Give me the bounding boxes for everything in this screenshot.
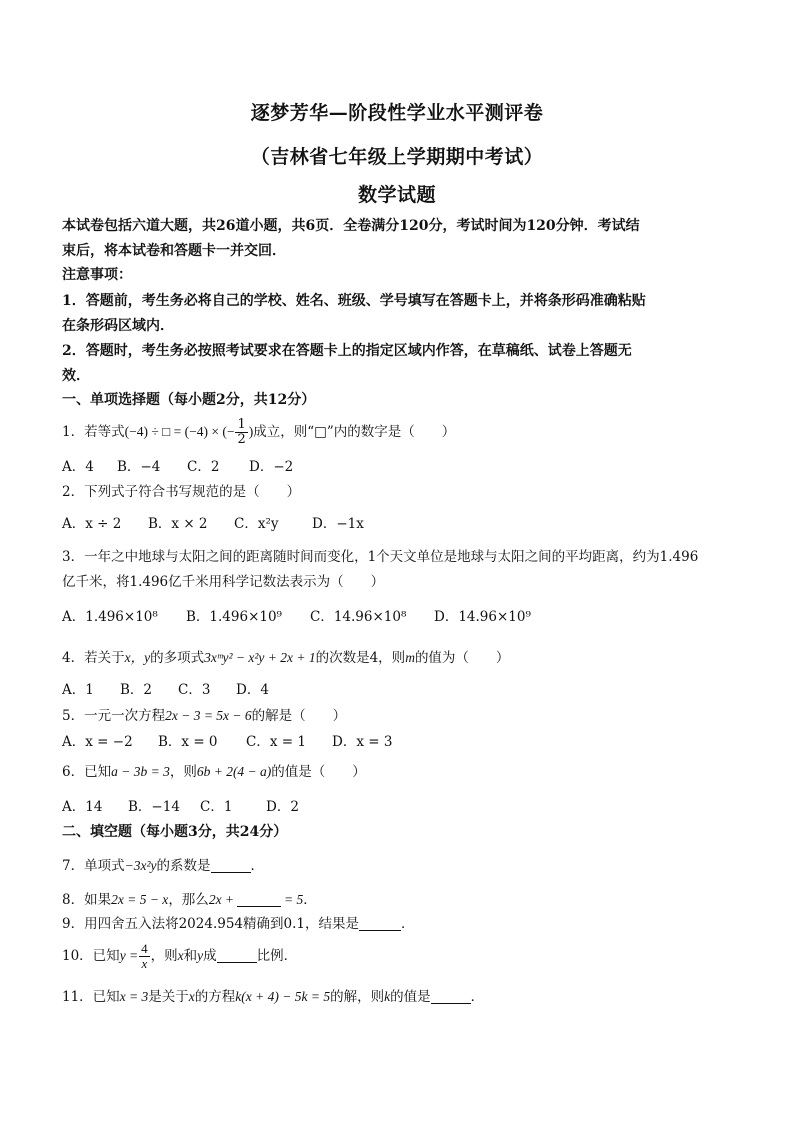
q4-options: [62, 680, 742, 700]
section-2-title: 二、填空题（每小题3分，共24分）: [62, 824, 288, 840]
q1-prefix: 1．若等式: [62, 424, 125, 440]
q2-option-c[interactable]: C．x²y: [234, 516, 279, 532]
section-1-title: 一、单项选择题（每小题2分，共12分）: [62, 392, 316, 408]
q9-answer-blank[interactable]: [359, 916, 401, 931]
q10-fraction: [139, 942, 150, 971]
q10-lhs: y =: [119, 948, 139, 963]
q11-mid-3: 的解，则: [330, 989, 385, 1005]
q8-prefix: 8．如果: [62, 892, 112, 908]
q6-prefix: 6．已知: [62, 764, 112, 780]
q6-option-d[interactable]: D．2: [266, 799, 299, 815]
subject-title: 数学试题: [357, 184, 436, 206]
q11-period: ．: [470, 989, 485, 1005]
question-4: [62, 648, 742, 668]
q5-option-a[interactable]: A．x = −2: [62, 734, 133, 750]
q2-option-a[interactable]: A．x ÷ 2: [62, 516, 122, 532]
q6-option-c[interactable]: C．1: [200, 799, 233, 815]
q8-end: ．: [303, 892, 317, 908]
q5-option-c[interactable]: C．x = 1: [246, 734, 306, 750]
q4-option-c[interactable]: C．3: [178, 682, 211, 698]
q5-suffix: 的解是（ ）: [251, 708, 347, 724]
q8-equation-2: 2x +: [208, 892, 235, 907]
q9-text: 9．用四舍五入法将2024.954精确到0.1，结果是: [62, 916, 359, 932]
q1-option-a[interactable]: A．4: [62, 459, 94, 475]
q6-expression: 6b + 2(4 − a): [196, 764, 272, 779]
q1-fraction: [235, 418, 247, 447]
q4-option-a[interactable]: A．1: [62, 682, 94, 698]
q10-fraction-numerator: 4: [141, 941, 148, 956]
q3-option-b[interactable]: B．1.496×10⁹: [186, 609, 282, 625]
q1-expression-a: (−4) ÷ □ = (−4) × (−: [124, 424, 235, 439]
q7-answer-blank[interactable]: [211, 858, 251, 873]
q6-suffix: 的值是（ ）: [271, 764, 366, 780]
q11-mid-2: 的方程: [194, 989, 236, 1005]
q4-mid: 的多项式: [150, 650, 205, 666]
exam-title: 逐梦芳华—阶段性学业水平测评卷: [250, 102, 544, 124]
q5-options: [62, 732, 742, 752]
question-8: [62, 890, 742, 910]
q7-prefix: 7．单项式: [62, 858, 125, 874]
q7-suffix: 的系数是: [156, 858, 211, 874]
q10-variable-x: x: [177, 948, 184, 963]
q8-mid: ，那么: [168, 892, 209, 908]
q11-equation: k(x + 4) − 5k = 5: [235, 989, 331, 1004]
q2-option-b[interactable]: B．x × 2: [148, 516, 208, 532]
q10-prefix: 10．已知: [62, 948, 120, 964]
q1-suffix: 成立，则“□”内的数字是（ ）: [253, 424, 456, 440]
q10-suffix: 成: [203, 948, 217, 964]
q6-given: a − 3b = 3: [111, 764, 170, 779]
q6-options: [62, 797, 742, 817]
question-9: [62, 914, 742, 934]
q4-variable-m: m: [405, 650, 415, 665]
q5-prefix: 5．一元一次方程: [62, 708, 166, 724]
q5-option-b[interactable]: B．x = 0: [158, 734, 218, 750]
note-1-line-1: 1．答题前，考生务必将自己的学校、姓名、班级、学号填写在答题卡上，并将条形码准确粘贴: [62, 293, 646, 309]
q11-variable-k: k: [384, 989, 391, 1004]
question-10: [62, 938, 742, 974]
q6-mid: ，则: [169, 764, 197, 780]
q11-answer-blank[interactable]: [431, 989, 471, 1004]
q8-equation-3: = 5: [284, 892, 304, 907]
q10-fraction-denominator: x: [141, 956, 148, 971]
q5-equation: 2x − 3 = 5x − 6: [165, 708, 252, 723]
q10-end: 比例．: [256, 948, 298, 964]
question-3-line-2: 亿千米，将1.496亿千米用科学记数法表示为（ ）: [62, 574, 385, 590]
intro-line-2: 束后，将本试卷和答题卡一并交回．: [62, 243, 286, 259]
q11-variable-x: x: [188, 989, 195, 1004]
note-1-line-2: 在条形码区域内．: [62, 318, 174, 334]
q3-option-d[interactable]: D．14.96×10⁹: [434, 609, 531, 625]
q8-answer-blank[interactable]: [237, 892, 281, 907]
question-2: 2．下列式子符合书写规范的是（ ）: [62, 484, 301, 500]
note-2-line-1: 2．答题时，考生务必按照考试要求在答题卡上的指定区域内作答，在草稿纸、试卷上答题无: [62, 343, 632, 359]
question-5: [62, 706, 742, 726]
intro-line-1: 本试卷包括六道大题，共26道小题，共6页．全卷满分120分，考试时间为120分钟．考试结: [62, 218, 640, 234]
question-6: [62, 762, 742, 782]
question-11: [62, 987, 742, 1007]
q1-fraction-denominator: 2: [237, 432, 246, 447]
q1-options: [62, 457, 742, 477]
q8-equation-1: 2x = 5 − x: [111, 892, 169, 907]
q1-option-d[interactable]: D．−2: [249, 459, 294, 475]
q6-option-a[interactable]: A．14: [62, 799, 103, 815]
q3-options: [62, 607, 742, 627]
q3-option-c[interactable]: C．14.96×10⁸: [310, 609, 407, 625]
q4-prefix: 4．若关于: [62, 650, 125, 666]
q11-given: x = 3: [119, 989, 149, 1004]
q1-option-b[interactable]: B．−4: [117, 459, 161, 475]
q11-end: 的值是: [390, 989, 431, 1005]
q7-end: ．: [250, 858, 264, 874]
q4-polynomial: 3xᵐy² − x²y + 2x + 1: [204, 650, 316, 665]
q6-option-b[interactable]: B．−14: [128, 799, 180, 815]
q11-mid: 是关于: [148, 989, 189, 1005]
q11-prefix: 11．已知: [62, 989, 120, 1005]
note-2-line-2: 效．: [62, 368, 90, 384]
q10-answer-blank[interactable]: [217, 948, 257, 963]
q1-expression-b: ): [248, 424, 254, 439]
q2-options: [62, 514, 742, 534]
q4-variables: x，y: [124, 650, 151, 665]
question-1: [62, 416, 742, 448]
q4-option-d[interactable]: D．4: [236, 682, 269, 698]
question-7: [62, 856, 742, 876]
q4-suffix: 的次数是4，则: [315, 650, 406, 666]
q7-monomial: −3x²y: [124, 858, 157, 873]
q5-option-d[interactable]: D．x = 3: [332, 734, 393, 750]
q9-end: ．: [400, 916, 415, 932]
q10-mid: ，则: [150, 948, 178, 964]
q10-variable-y: y: [197, 948, 204, 963]
exam-subtitle: （吉林省七年级上学期期中考试）: [250, 146, 544, 168]
q3-option-a[interactable]: A．1.496×10⁸: [62, 609, 158, 625]
question-3-line-1: 3．一年之中地球与太阳之间的距离随时间而变化，1个天文单位是地球与太阳之间的平均距离，约为1.496: [62, 549, 699, 565]
q10-and: 和: [183, 948, 198, 964]
q1-fraction-numerator: 1: [237, 417, 246, 432]
q2-option-d[interactable]: D．−1x: [312, 516, 364, 532]
q4-option-b[interactable]: B．2: [120, 682, 153, 698]
q4-end: 的值为（ ）: [414, 650, 510, 666]
notice-title: 注意事项：: [62, 267, 132, 283]
q1-option-c[interactable]: C．2: [187, 459, 220, 475]
